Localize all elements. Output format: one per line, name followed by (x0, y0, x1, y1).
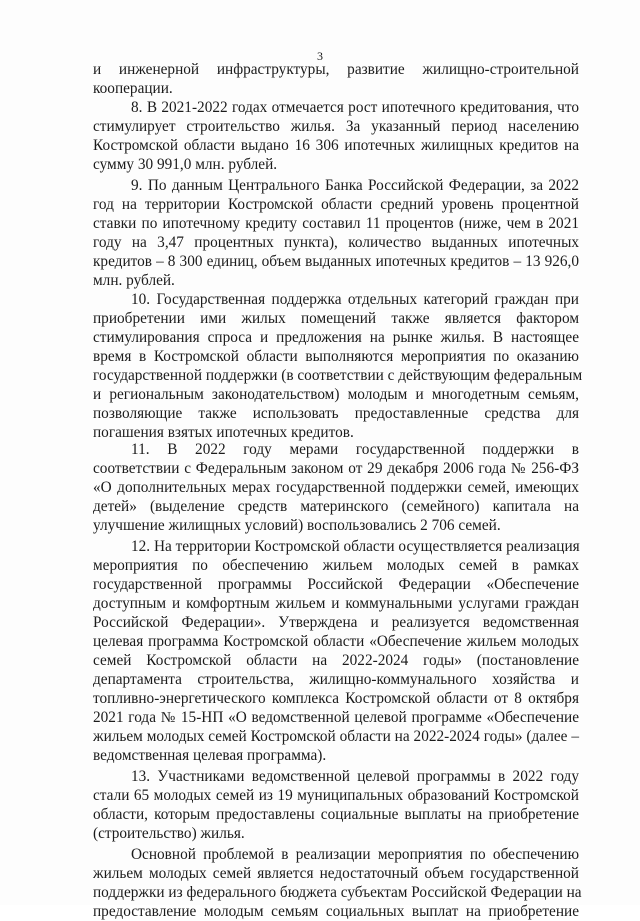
text-line: «О дополнительных мерах государственной поддержки семей, имеющих (93, 479, 579, 496)
text-line: семей Костромской области на 2022-2024 годы» (постановление (93, 652, 579, 669)
text-line: стимулирования спроса и предложения на рынке жилья. В настоящее (93, 329, 579, 346)
text-line: позволяющие также использовать предоставленные средства для (93, 405, 579, 422)
paragraph-9-first-line: 9. По данным Центрального Банка Российской Федерации, за 2022 (131, 177, 579, 194)
text-line: млн. рублей. (93, 272, 175, 289)
text-line: время в Костромской области выполняются мероприятия по оказанию (93, 348, 579, 365)
paragraph-8-first-line: 8. В 2021-2022 годах отмечается рост ипотечного кредитования, что (131, 99, 579, 116)
paragraph-13-first-line: 13. Участниками ведомственной целевой программы в 2022 году (131, 768, 579, 785)
text-line: детей» (выделение средств материнского (семейного) капитала на (93, 498, 579, 515)
text-line: государственной программы Российской Федерации «Обеспечение (93, 576, 579, 593)
text-line: соответствии с Федеральным законом от 29 декабря 2006 года № 256-ФЗ (93, 460, 579, 477)
text-line: жильем молодых семей Костромской области на 2022-2024 годы» (далее – (93, 728, 579, 745)
text-line: 2021 года № 15-НП «О ведомственной целевой программе «Обеспечение (93, 709, 579, 726)
text-line: год на территории Костромской области средний уровень процентной (93, 196, 579, 213)
text-line: жильем молодых семей является недостаточный объем государственной (93, 865, 579, 882)
text-line: стимулирует строительство жилья. За указанный период населению (93, 118, 579, 135)
text-line: топливно-энергетического комплекса Костромской области от 8 октября (93, 690, 579, 707)
text-line: департамента строительства, жилищно-коммунального хозяйства и (93, 671, 579, 688)
text-line: предоставление молодым семьям социальных выплат на приобретение (93, 903, 579, 920)
text-line: Костромской области выдано 16 306 ипотечных жилищных кредитов на (93, 137, 579, 154)
text-line: Российской Федерации». Утверждена и реализуется ведомственная (93, 614, 579, 631)
text-line: и региональным законодательством) молодым и многодетным семьям, (93, 386, 579, 403)
text-line: кооперации. (93, 80, 173, 97)
text-line: погашения взятых ипотечных кредитов. (93, 424, 354, 441)
text-line: и инженерной инфраструктуры, развитие жилищно-строительной (93, 61, 579, 78)
text-line: ставки по ипотечному кредиту составил 11 процентов (ниже, чем в 2021 (93, 215, 579, 232)
text-line: поддержки из федерального бюджета субъектам Российской Федерации на (93, 884, 582, 901)
text-line: стали 65 молодых семей из 19 муниципальных образований Костромской (93, 787, 579, 804)
text-line: приобретении ими жилых помещений также является фактором (93, 310, 579, 327)
text-line: ведомственная целевая программа). (93, 747, 327, 764)
text-line: области, которым предоставлены социальные выплаты на приобретение (93, 806, 579, 823)
text-line: кредитов – 8 300 единиц, объем выданных ипотечных кредитов – 13 926,0 (93, 253, 579, 270)
paragraph-problem-first-line: Основной проблемой в реализации мероприятия по обеспечению (131, 846, 579, 863)
text-line: целевая программа Костромской области «Обеспечение жильем молодых (93, 633, 579, 650)
paragraph-12-first-line: 12. На территории Костромской области осуществляется реализация (131, 538, 580, 555)
page-number: 3 (317, 49, 323, 63)
paragraph-10-first-line: 10. Государственная поддержка отдельных категорий граждан при (131, 291, 579, 308)
text-line: государственной поддержки (в соответствии с действующим федеральным (93, 367, 583, 384)
text-line: (строительство) жилья. (93, 825, 245, 842)
text-line: сумму 30 991,0 млн. рублей. (93, 156, 278, 173)
text-line: доступным и комфортным жильем и коммунальными услугами граждан (93, 595, 579, 612)
text-line: мероприятия по обеспечению жильем молодых семей в рамках (93, 557, 579, 574)
paragraph-11-first-line: 11. В 2022 году мерами государственной поддержки в (131, 441, 579, 458)
text-line: году на 3,47 процентных пункта), количество выданных ипотечных (93, 234, 579, 251)
text-line: улучшение жилищных условий) воспользовались 2 706 семей. (93, 517, 501, 534)
